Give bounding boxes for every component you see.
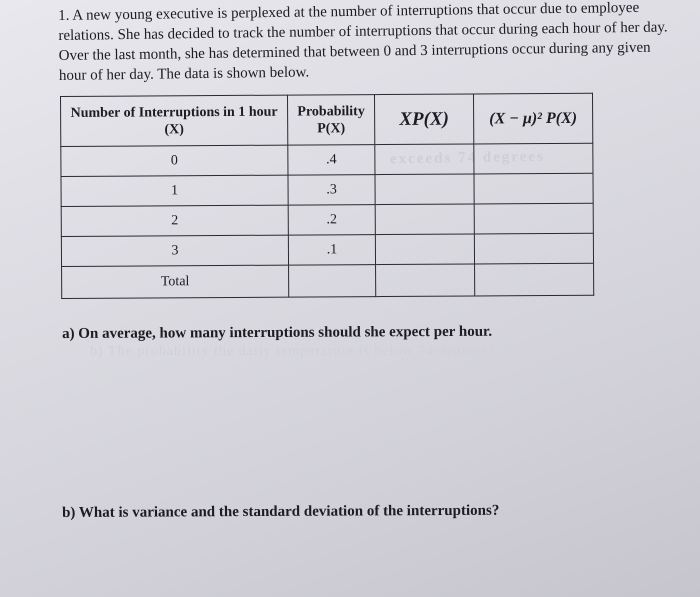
cell-x: 0 (61, 145, 288, 176)
cell-p: .2 (288, 205, 375, 236)
cell-p: .4 (288, 145, 375, 176)
cell-p: .1 (288, 235, 375, 266)
problem-text: A new young executive is perplexed at the number of interruptions that occur due to employee relations. She has decided to track the number of interruptions that occur during each hour of her day. Over the last month, she has determined that between 0 and 3 interruptions occur during any given hour of her day. The data is shown below. (58, 0, 668, 84)
cell-var[interactable] (474, 143, 593, 174)
cell-x: 2 (61, 205, 288, 236)
cell-xp[interactable] (375, 144, 474, 175)
cell-xp[interactable] (375, 174, 474, 205)
cell-var[interactable] (474, 173, 593, 204)
header-variance-term: (X − μ)² P(X) (473, 93, 592, 144)
problem-statement (58, 0, 679, 86)
cell-x: 3 (61, 235, 288, 266)
cell-p: .3 (288, 175, 375, 206)
probability-table (60, 93, 594, 299)
problem-number: 1. (58, 7, 70, 24)
header-probability: Probability P(X) (287, 95, 374, 146)
question-a: a) On average, how many interruptions should she expect per hour. (62, 323, 493, 342)
table-row (61, 233, 593, 266)
cell-xp[interactable] (375, 234, 474, 265)
header-interruptions: Number of Interruptions in 1 hour (X) (61, 95, 288, 146)
total-label: Total (62, 265, 289, 298)
table-row (61, 173, 593, 206)
table-row (61, 143, 593, 176)
cell-var[interactable] (474, 203, 593, 234)
bleed-through-text-2: b) The probability the daily temperature is below 74 degrees? (90, 344, 496, 359)
total-xp[interactable] (376, 264, 475, 297)
cell-var[interactable] (474, 233, 593, 264)
cell-x: 1 (61, 175, 288, 206)
cell-xp[interactable] (375, 204, 474, 235)
header-xpx: XP(X) (374, 94, 473, 145)
table-row (61, 203, 593, 236)
question-b: b) What is variance and the standard deviation of the interruptions? (62, 502, 500, 521)
total-p[interactable] (289, 265, 376, 298)
bleed-through-text: exceeds 74 degrees (389, 148, 545, 168)
table-header-row (61, 93, 593, 146)
total-var[interactable] (475, 263, 594, 296)
table-total-row (62, 263, 594, 298)
